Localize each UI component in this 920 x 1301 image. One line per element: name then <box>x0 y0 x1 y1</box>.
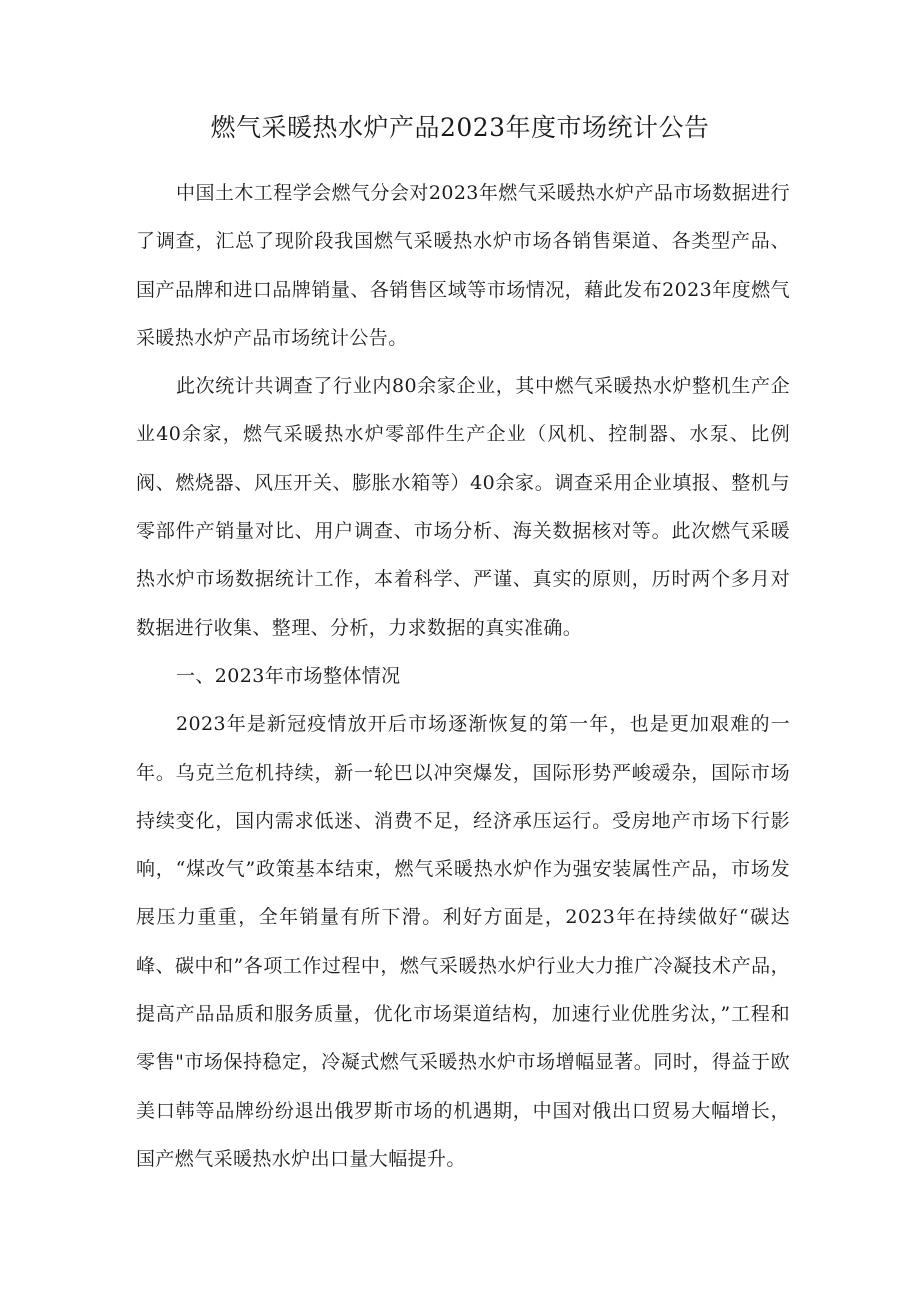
market-overview-paragraph: 2023年是新冠疫情放开后市场逐渐恢复的第一年，也是更加艰难的一年。乌克兰危机持续，新一轮巴以冲突爆发，国际形势严峻叆杂，国际市场持续变化，国内需求低迷、消费不足，经济承压运行。受房地产市场下行影响，“煤改气”政策基本结束，燃气采暖热水炉作为强安装属性产品，市场发展压力重重，全年销量有所下滑。利好方面是，2023年在持续做好“碳达峰、碳中和”各项工作过程中，燃气采暖热水炉行业大力推广冷凝技术产品，提高产品品质和服务质量，优化市场渠道结构，加速行业优胜劣汰，”工程和零售"市场保持稳定，冷凝式燃气采暖热水炉市场增幅显著。同时，得益于欧美口韩等品牌纷纷退出俄罗斯市场的机遇期，中国对俄出口贸易大幅增长，国产燃气采暖热水炉出口量大幅提升。 <box>136 713 790 1170</box>
intro-paragraph: 中国土木工程学会燃气分会对2023年燃气采暖热水炉产品市场数据进行了调查，汇总了现阶段我国燃气采暖热水炉市场各销售渠道、各类型产品、国产品牌和进口品牌销量、各销售区域等市场情况，藉此发布2023年度燃气采暖热水炉产品市场统计公告。 <box>136 182 790 349</box>
document-title: 燃气采暖热水炉产品2023年度市场统计公告 <box>210 113 710 142</box>
section-heading: 一、2023年市场整体情况 <box>176 664 401 687</box>
survey-paragraph: 此次统计共调查了行业内80余家企业，其中燃气采暖热水炉整机生产企业40余家，燃气采暖热水炉零部件生产企业（风机、控制器、水泵、比例阀、燃烧器、风压开关、膨胀水箱等）40余家。调查采用企业填报、整机与零部件产销量对比、用户调查、市场分析、海关数据核对等。此次燃气采暖热水炉市场数据统计工作，本着科学、严谨、真实的原则，历时两个多月对数据进行收集、整理、分析，力求数据的真实准确。 <box>136 375 790 639</box>
document-body <box>136 169 790 1183</box>
